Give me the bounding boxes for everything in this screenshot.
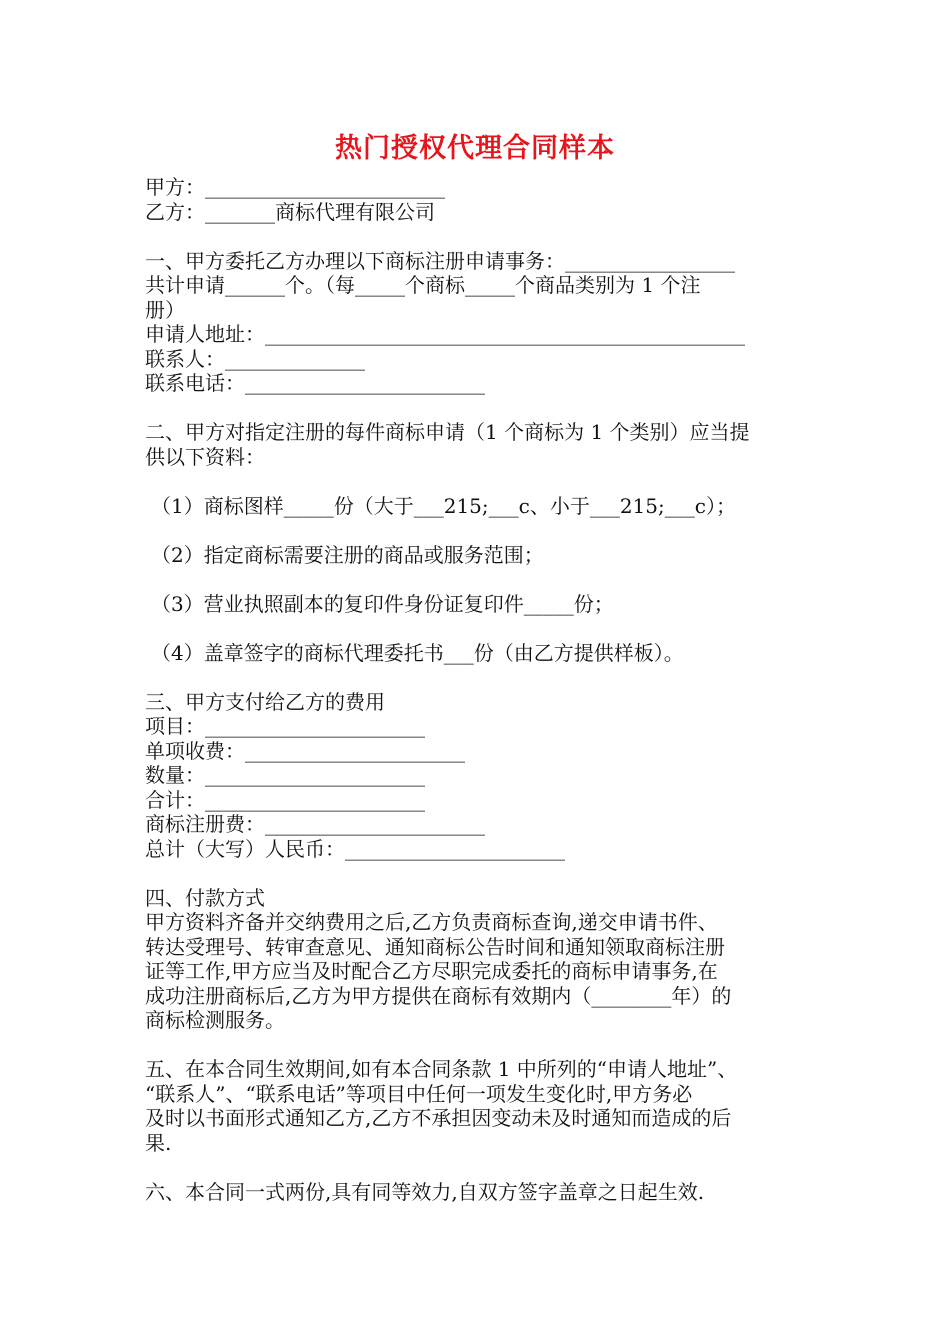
section-1-line-2: 共计申请______个。（每_____个商标_____个商品类别为 1 个注 <box>145 273 701 297</box>
registration-fee-line: 商标注册费：______________________ <box>145 812 485 836</box>
applicant-address-line: 申请人地址：________________________________________________ <box>145 322 745 346</box>
document-body <box>145 175 810 1204</box>
section-1-line-1: 一、甲方委托乙方办理以下商标注册申请事务：_________________ <box>145 248 735 273</box>
section-2-line-1: 二、甲方对指定注册的每件商标申请（1 个商标为 1 个类别）应当提 <box>145 420 750 444</box>
section-4-line-4: 成功注册商标后,乙方为甲方提供在商标有效期内（________年）的 <box>145 983 732 1008</box>
section-2 <box>145 420 810 665</box>
section-6 <box>145 1180 810 1205</box>
grand-total-line: 总计（大写）人民币：______________________ <box>145 836 565 861</box>
section-4-line-5: 商标检测服务。 <box>145 1008 285 1032</box>
section-2-item-1: （1）商标图样_____份（大于___215;___c、小于___215;___c）； <box>151 493 736 518</box>
section-1-line-3: 册） <box>145 297 185 322</box>
section-2-item-4: （4）盖章签字的商标代理委托书___份（由乙方提供样板）。 <box>151 640 684 665</box>
section-4-line-2: 转达受理号、转审查意见、通知商标公告时间和通知领取商标注册 <box>145 934 725 959</box>
section-4-line-3: 证等工作,甲方应当及时配合乙方尽职完成委托的商标申请事务,在 <box>145 959 718 983</box>
section-5-line-1: 五、在本合同生效期间,如有本合同条款 1 中所列的“申请人地址”、 <box>145 1057 738 1081</box>
quantity-line: 数量：______________________ <box>145 763 425 787</box>
section-2-line-2: 供以下资料： <box>145 444 265 469</box>
section-4 <box>145 886 810 1033</box>
section-4-heading: 四、付款方式 <box>145 885 265 910</box>
subtotal-line: 合计：______________________ <box>145 787 425 812</box>
document-title: 热门授权代理合同样本 <box>335 133 615 164</box>
section-3-heading: 三、甲方支付给乙方的费用 <box>145 689 385 714</box>
section-2-item-3: （3）营业执照副本的复印件身份证复印件_____份； <box>151 591 614 616</box>
section-5-line-4: 果. <box>145 1130 172 1155</box>
party-b-line: 乙方：_______商标代理有限公司 <box>145 199 435 224</box>
contact-person-line: 联系人：______________ <box>145 346 365 371</box>
section-4-line-1: 甲方资料齐备并交纳费用之后,乙方负责商标查询,递交申请书件、 <box>145 910 718 934</box>
fee-item-line: 项目：______________________ <box>145 714 425 738</box>
section-5-line-3: 及时以书面形式通知乙方,乙方不承担因变动未及时通知而造成的后 <box>145 1106 732 1130</box>
section-2-item-2: （2）指定商标需要注册的商品或服务范围； <box>151 542 544 567</box>
section-1 <box>145 249 810 396</box>
section-5 <box>145 1057 810 1155</box>
unit-fee-line: 单项收费：______________________ <box>145 738 465 763</box>
contact-phone-line: 联系电话：________________________ <box>145 371 485 395</box>
section-6-line-1: 六、本合同一式两份,具有同等效力,自双方签字盖章之日起生效. <box>145 1179 705 1204</box>
section-3 <box>145 690 810 862</box>
party-a-line: 甲方：________________________ <box>145 175 445 199</box>
section-5-line-2: “联系人”、“联系电话”等项目中任何一项发生变化时,甲方务必 <box>145 1081 693 1106</box>
